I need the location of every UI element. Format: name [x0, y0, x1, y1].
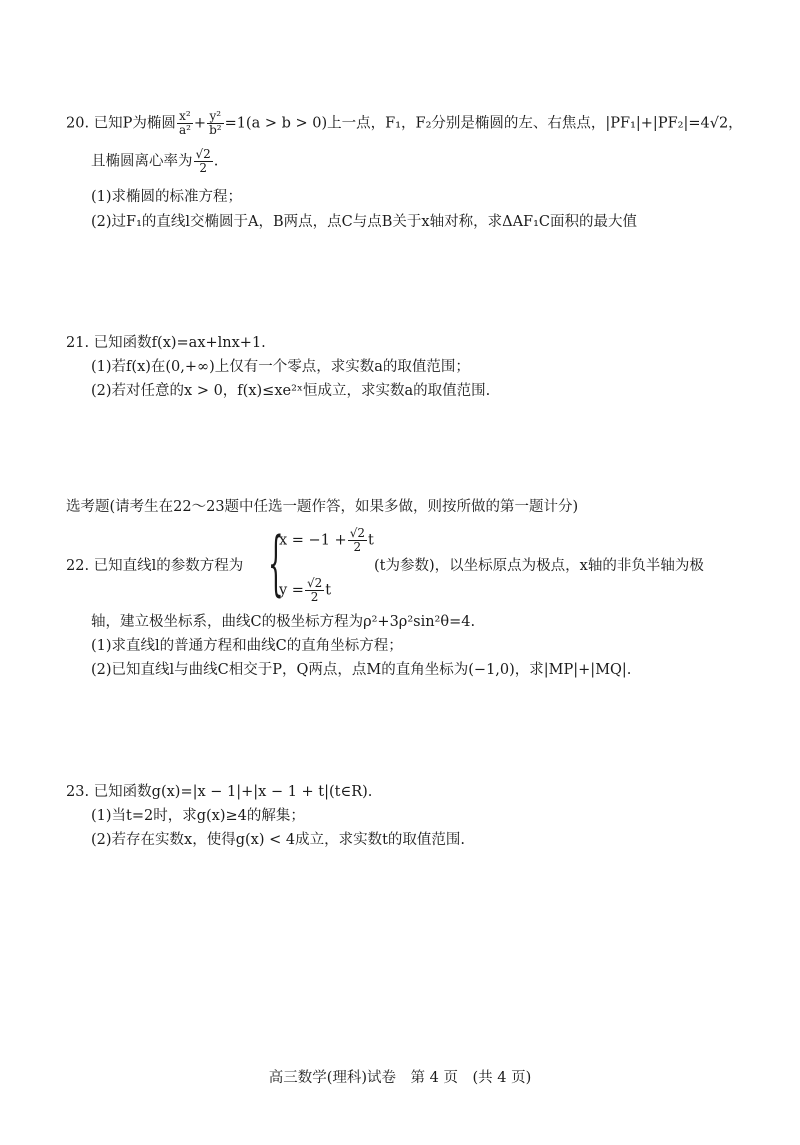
q22-part1: (1)求直线l的普通方程和曲线C的直角坐标方程；: [91, 638, 403, 654]
q21-line1: 21. 已知函数f(x)=ax+lnx+1.: [66, 335, 266, 351]
q22-eq1: x = −1 + $\frac{√2}{2}$ t: [279, 526, 374, 554]
q23-line1: 23. 已知函数g(x)=|x − 1|+|x − 1 + t|(t∈R).: [66, 784, 373, 800]
q20-part1: (1)求椭圆的标准方程；: [91, 189, 243, 205]
q22-eq2: y = $\frac{√2}{2}$ t: [279, 576, 332, 604]
q21-part1: (1)若f(x)在(0,+∞)上仅有一个零点，求实数a的取值范围；: [91, 359, 470, 375]
q20-eccentricity: $\frac{√2}{2}$: [195, 147, 211, 175]
elective-note: 选考题(请考生在22～23题中任选一题作答，如果多做，则按所做的第一题计分): [66, 499, 579, 515]
q22-line2: 轴，建立极坐标系，曲线C的极坐标方程为ρ²+3ρ²sin²θ=4.: [91, 614, 476, 630]
q21-part2: (2)若对任意的x > 0，f(x)≤xe²ˣ恒成立，求实数a的取值范围.: [91, 383, 491, 399]
q22-pre: 22. 已知直线l的参数方程为: [66, 558, 244, 574]
brace-symbol: {: [268, 522, 284, 604]
q23-part2: (2)若存在实数x，使得g(x) < 4成立，求实数t的取值范围.: [91, 832, 466, 848]
q20-post: =1(a > b > 0)上一点，F₁，F₂分别是椭圆的左、右焦点，|PF₁|+|PF₂|=4√2，: [224, 115, 743, 132]
q20-fraction-y: $\frac{\text{y²}}{\text{b²}}$: [209, 109, 222, 137]
q20-pre: 已知P为椭圆: [93, 115, 176, 132]
q20-part2: (2)过F₁的直线l交椭圆于A，B两点，点C与点B关于x轴对称，求ΔAF₁C面积的最大值: [91, 214, 638, 230]
q23-part1: (1)当t=2时，求g(x)≥4的解集；: [91, 808, 305, 824]
q20-number: 20.: [66, 115, 90, 132]
q22-part2: (2)已知直线l与曲线C相交于P，Q两点，点M的直角坐标为(−1,0)，求|MP|+|MQ|.: [91, 662, 632, 678]
q20-fraction-x: $\frac{\text{x²}}{\text{a²}}$: [178, 109, 191, 137]
page-footer: 高三数学(理科)试卷 第 4 页 (共 4 页): [268, 1070, 532, 1086]
q22-post: (t为参数)，以坐标原点为极点，x轴的非负半轴为极: [374, 558, 704, 574]
q20-line2: 且椭圆离心率为 $\frac{√2}{2}$ .: [91, 147, 219, 175]
q20-line1: 20. 已知P为椭圆 $\frac{\text{x²}}{\text{a²}}$ + $\frac{\text{y²}}{\text{b²}}$ =1(a > b > 0)上一点，F₁，F₂分别是椭圆的左、右焦点，|PF₁|+|PF₂|=4√2，: [66, 109, 743, 137]
